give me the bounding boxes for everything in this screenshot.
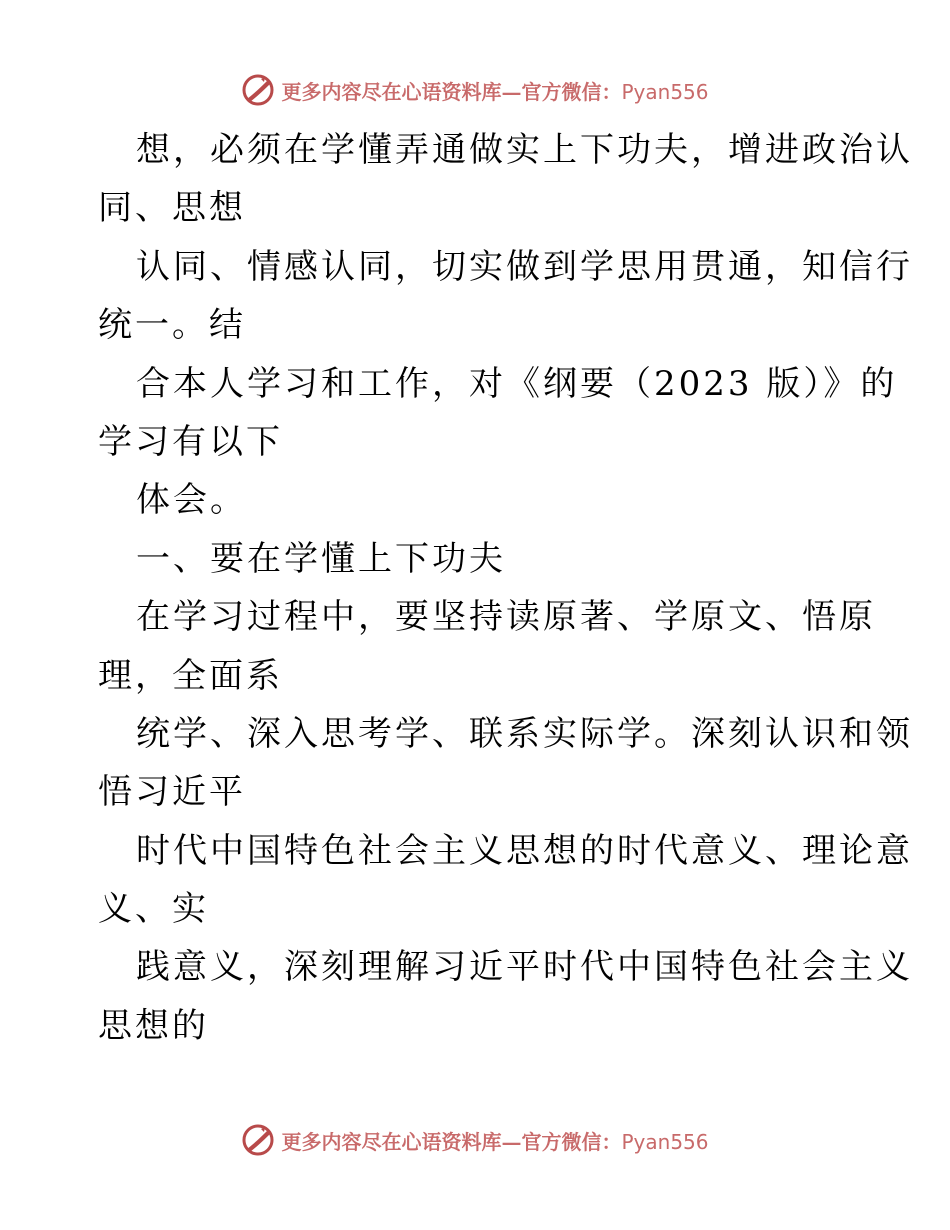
footer-wechat-id: Pyan556 — [621, 1129, 709, 1154]
header-wechat-id: Pyan556 — [621, 79, 709, 104]
text-line: 在学习过程中，要坚持读原著、学原文、悟原 — [136, 597, 876, 638]
pen-logo-icon — [241, 1123, 275, 1157]
text-line: 思想的 — [98, 1005, 209, 1046]
text-line: 理，全面系 — [98, 655, 283, 696]
text-line: 统一。结 — [98, 305, 246, 346]
text-line: 时代中国特色社会主义思想的时代意义、理论意 — [136, 830, 913, 871]
text-line: 同、思想 — [98, 188, 246, 229]
text-line: 合本人学习和工作，对《纲要（2023 版）》的 — [136, 363, 898, 404]
text-line: 认同、情感认同，切实做到学思用贯通，知信行 — [136, 246, 913, 287]
header-watermark-text: 更多内容尽在心语资料库—官方微信：Pyan556 — [281, 79, 709, 104]
header-watermark-banner — [0, 70, 950, 110]
footer-watermark-banner — [0, 1120, 950, 1160]
text-line: 想，必须在学懂弄通做实上下功夫，增进政治认 — [136, 130, 913, 170]
pen-logo-icon — [241, 73, 275, 107]
text-line: 统学、深入思考学、联系实际学。深刻认识和领 — [136, 713, 913, 754]
footer-watermark-text: 更多内容尽在心语资料库—官方微信：Pyan556 — [281, 1129, 709, 1154]
text-line: 悟习近平 — [98, 772, 246, 813]
text-line: 体会。 — [136, 480, 247, 521]
text-line: 学习有以下 — [98, 421, 283, 462]
document-body — [98, 121, 913, 1055]
text-line: 践意义，深刻理解习近平时代中国特色社会主义 — [136, 947, 913, 988]
text-line: 义、实 — [98, 889, 209, 930]
text-line: 一、要在学懂上下功夫 — [136, 538, 506, 579]
